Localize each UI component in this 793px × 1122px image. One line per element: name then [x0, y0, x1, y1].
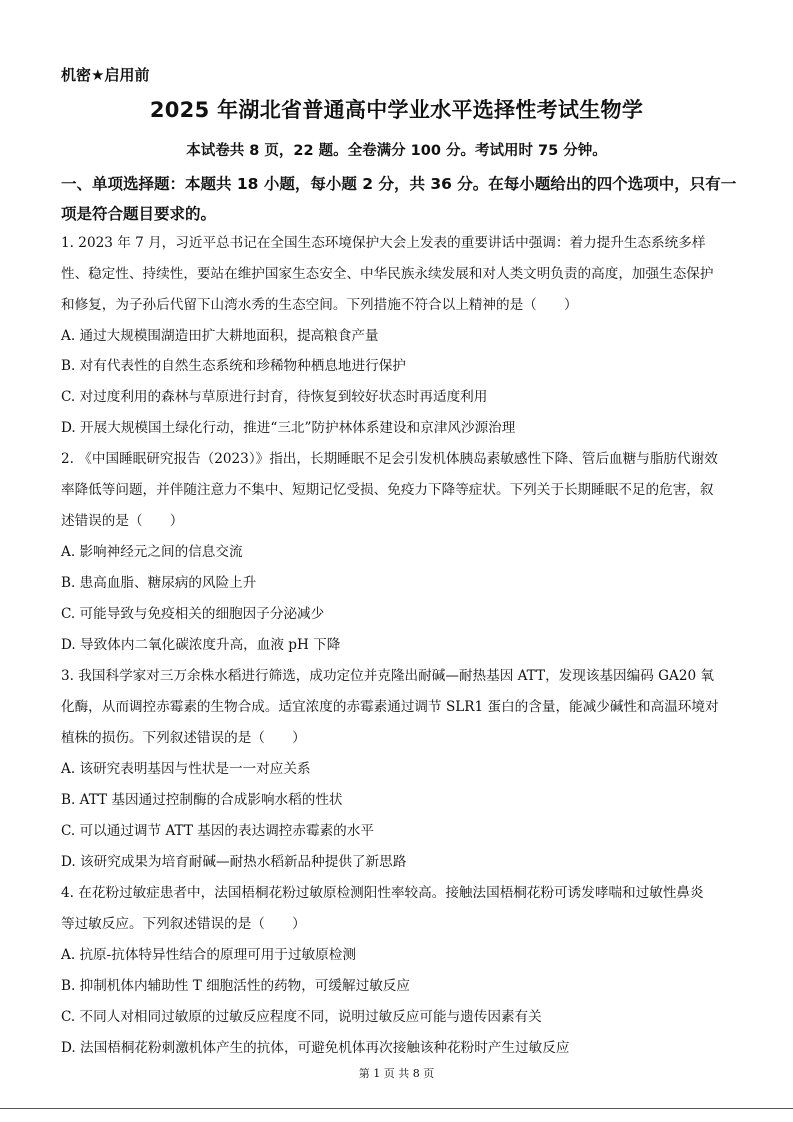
option-b: B. 抑制机体内辅助性 T 细胞活性的药物，可缓解过敏反应	[61, 978, 410, 994]
exam-title: 2025 年湖北省普通高中学业水平选择性考试生物学	[149, 98, 644, 122]
question-stem-line: 3. 我国科学家对三万余株水稻进行筛选，成功定位并克隆出耐碱—耐热基因 ATT，发现该基因编码 GA20 氧	[61, 668, 715, 684]
option-b: B. ATT 基因通过控制酶的合成影响水稻的性状	[61, 792, 343, 808]
question-stem-line: 化酶，从而调控赤霉素的生物合成。适宜浓度的赤霉素通过调节 SLR1 蛋白的含量，能减少碱性和高温环境对	[61, 699, 719, 715]
option-d: D. 开展大规模国土绿化行动，推进“三北”防护林体系建设和京津风沙源治理	[61, 420, 516, 436]
page-footer: 第 1 页 共 8 页	[358, 1067, 435, 1080]
confidential-mark: 机密★启用前	[61, 66, 150, 84]
question-stem-line: 述错误的是（ ）	[61, 513, 184, 529]
section-heading-line2: 项是符合题目要求的。	[61, 205, 217, 223]
question-stem-line: 1. 2023 年 7 月，习近平总书记在全国生态环境保护大会上发表的重要讲话中强调：着力提升生态系统多样	[61, 235, 706, 251]
exam-subtitle: 本试卷共 8 页，22 题。全卷满分 100 分。考试用时 75 分钟。	[186, 143, 607, 159]
option-c: C. 可以通过调节 ATT 基因的表达调控赤霉素的水平	[61, 823, 374, 839]
option-a: A. 通过大规模围湖造田扩大耕地面积，提高粮食产量	[61, 328, 379, 344]
question-stem-line: 4. 在花粉过敏症患者中，法国梧桐花粉过敏原检测阳性率较高。接触法国梧桐花粉可诱发哮喘和过敏性鼻炎	[61, 885, 704, 901]
question-stem-line: 性、稳定性、持续性，要站在维护国家生态安全、中华民族永续发展和对人类文明负责的高度，加强生态保护	[61, 266, 714, 282]
question-stem-line: 2. 《中国睡眠研究报告（2023）》指出，长期睡眠不足会引发机体胰岛素敏感性下降、管后血糖与脂肪代谢效	[61, 451, 718, 467]
question-stem-line: 植株的损伤。下列叙述错误的是（ ）	[61, 730, 306, 746]
bottom-divider	[0, 1108, 793, 1109]
section-heading-line1: 一、单项选择题：本题共 18 小题，每小题 2 分，共 36 分。在每小题给出的四个选项中，只有一	[61, 175, 737, 193]
option-d: D. 法国梧桐花粉刺激机体产生的抗体，可避免机体再次接触该种花粉时产生过敏反应	[61, 1040, 570, 1056]
option-c: C. 可能导致与免疫相关的细胞因子分泌减少	[61, 606, 325, 622]
option-c: C. 不同人对相同过敏原的过敏反应程度不同，说明过敏反应可能与遗传因素有关	[61, 1009, 542, 1025]
option-c: C. 对过度利用的森林与草原进行封育，待恢复到较好状态时再适度利用	[61, 389, 488, 405]
question-stem-line: 和修复，为子孙后代留下山湾水秀的生态空间。下列措施不符合以上精神的是（ ）	[61, 297, 578, 313]
option-b: B. 患高血脂、糖尿病的风险上升	[61, 575, 257, 591]
option-a: A. 抗原-抗体特异性结合的原理可用于过敏原检测	[61, 947, 356, 963]
option-a: A. 该研究表明基因与性状是一一对应关系	[61, 761, 311, 777]
option-d: D. 导致体内二氧化碳浓度升高，血液 pH 下降	[61, 637, 341, 653]
question-stem-line: 等过敏反应。下列叙述错误的是（ ）	[61, 916, 306, 932]
option-a: A. 影响神经元之间的信息交流	[61, 544, 243, 560]
question-stem-line: 率降低等问题，并伴随注意力不集中、短期记忆受损、免疫力下降等症状。下列关于长期睡眠不足的危害，叙	[61, 482, 714, 498]
option-d: D. 该研究成果为培育耐碱—耐热水稻新品种提供了新思路	[61, 854, 407, 870]
option-b: B. 对有代表性的自然生态系统和珍稀物种栖息地进行保护	[61, 358, 406, 374]
